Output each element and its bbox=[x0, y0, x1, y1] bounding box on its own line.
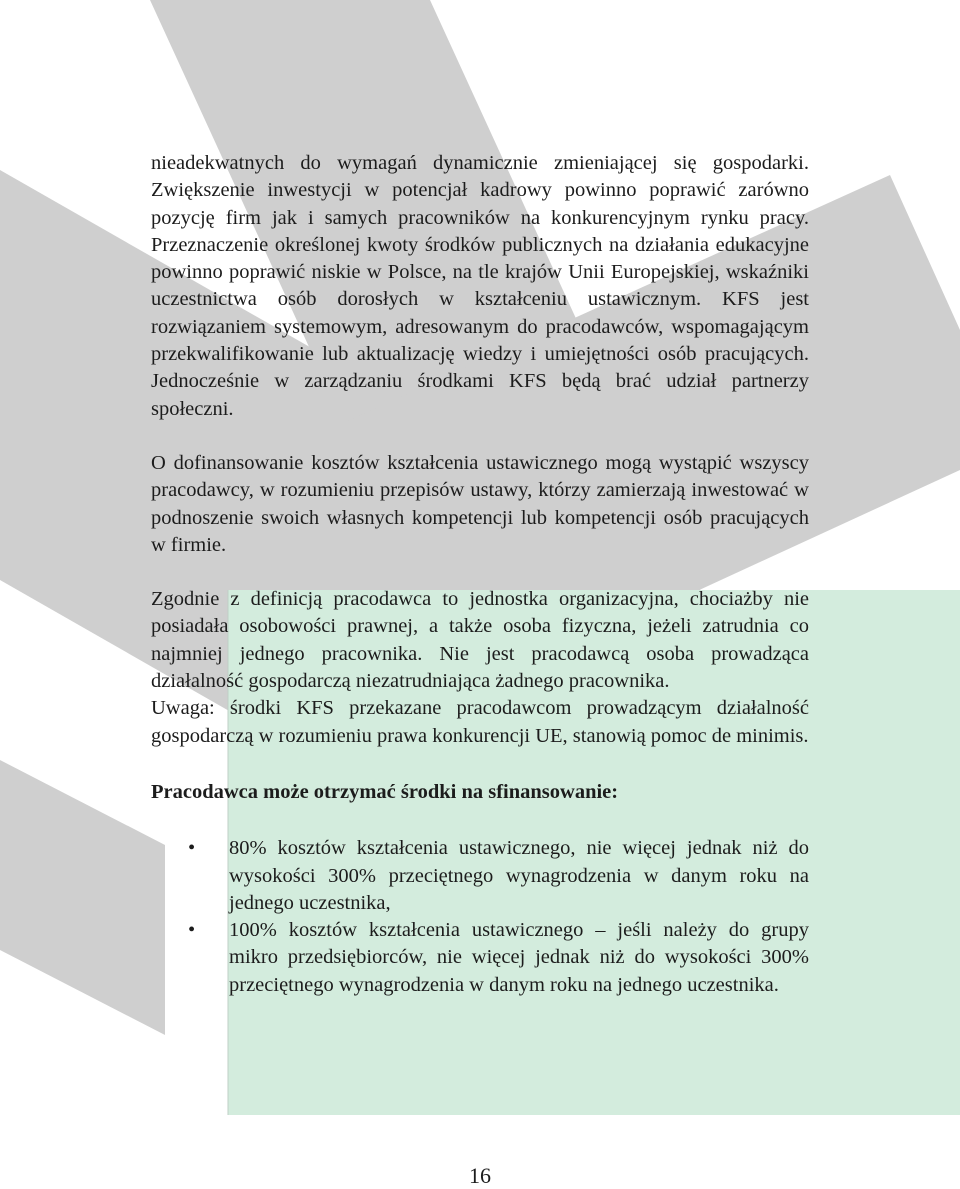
bullet-icon: • bbox=[188, 919, 196, 942]
list-item bbox=[151, 917, 809, 999]
list-item-text: 80% kosztów kształcenia ustawicznego, nie więcej jednak niż do wysokości 300% przeciętnego wynagrodzenia w danym roku na jednego uczestnika, bbox=[229, 837, 809, 914]
page-number: 16 bbox=[469, 1163, 491, 1188]
funding-list bbox=[151, 835, 809, 999]
list-item bbox=[151, 835, 809, 917]
list-item-text: 100% kosztów kształcenia ustawicznego – jeśli należy do grupy mikro przedsiębiorców, nie więcej jednak niż do wysokości 300% przeciętnego wynagrodzenia w danym roku na jednego uczestnika. bbox=[229, 919, 809, 996]
bullet-icon: • bbox=[188, 837, 196, 860]
paragraph-employer-definition: Zgodnie z definicją pracodawca to jednostka organizacyjna, chociażby nie posiadała osobowości prawnej, a także osoba fizyczna, jeżeli zatrudnia co najmniej jednego pracownika. Nie jest pracodawcą osoba prowadząca działalność gospodarczą niezatrudniająca żadnego pracownika. bbox=[151, 588, 809, 693]
paragraph-economy: nieadekwatnych do wymagań dynamicznie zmieniającej się gospodarki. Zwiększenie inwestycji w potencjał kadrowy powinno poprawić zarówno pozycję firm jak i samych pracowników na konkurencyjnym rynku pracy. Przeznaczenie określonej kwoty środków publicznych na działania edukacyjne powinno poprawić niskie w Polsce, na tle krajów Unii Europejskiej, wskaźniki uczestnictwa osób dorosłych w kształceniu ustawicznym. KFS jest rozwiązaniem systemowym, adresowanym do pracodawców, wspomagającym przekwalifikowanie lub aktualizację wiedzy i umiejętności osób pracujących. Jednocześnie w zarządzaniu środkami KFS będą brać udział partnerzy społeczni. bbox=[151, 152, 809, 420]
paragraph-de-minimis-note: Uwaga: środki KFS przekazane pracodawcom prowadzącym działalność gospodarczą w rozumieniu prawa konkurencji UE, stanowią pomoc de minimis. bbox=[151, 697, 809, 747]
document-body bbox=[151, 150, 809, 999]
section-heading: Pracodawca może otrzymać środki na sfinansowanie: bbox=[151, 780, 619, 803]
paragraph-eligibility: O dofinansowanie kosztów kształcenia ustawicznego mogą wystąpić wszyscy pracodawcy, w rozumieniu przepisów ustawy, którzy zamierzają inwestować w podnoszenie swoich własnych kompetencji lub kompetencji osób pracujących w firmie. bbox=[151, 451, 809, 556]
gray-band-lower-left bbox=[0, 760, 165, 1035]
